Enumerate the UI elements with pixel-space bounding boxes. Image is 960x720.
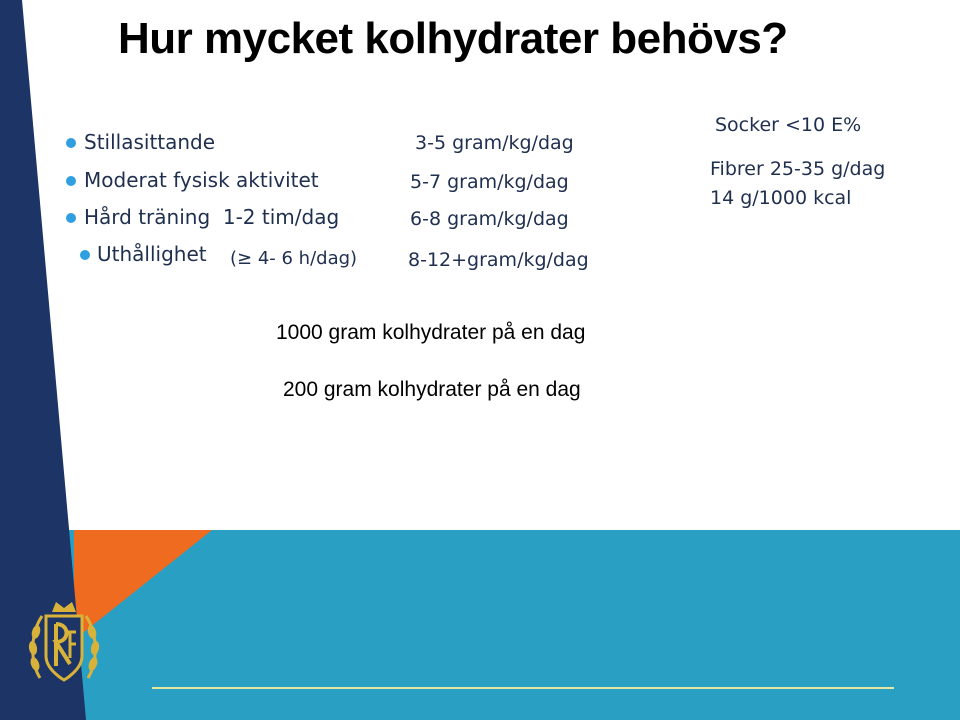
example-1000: 1000 gram kolhydrater på en dag xyxy=(276,321,586,344)
bullet-dot-icon xyxy=(66,176,76,186)
page-title: Hur mycket kolhydrater behövs? xyxy=(118,14,788,63)
activity-value-2: 6-8 gram/kg/dag xyxy=(410,208,569,230)
rf-emblem-icon xyxy=(26,598,102,690)
activity-label-2: Hård träning 1-2 tim/dag xyxy=(84,205,340,229)
activity-value-3: 8-12+gram/kg/dag xyxy=(408,249,589,271)
activity-value-1: 5-7 gram/kg/dag xyxy=(410,171,569,193)
fiber-text-1: Fibrer 25-35 g/dag xyxy=(710,158,886,180)
fiber-text-2: 14 g/1000 kcal xyxy=(710,187,852,209)
bullet-dot-icon xyxy=(80,250,90,260)
divider-line xyxy=(152,687,894,689)
activity-note-3: (≥ 4- 6 h/dag) xyxy=(230,248,358,269)
activity-value-0: 3-5 gram/kg/dag xyxy=(415,132,574,154)
activity-label-3: Uthållighet xyxy=(97,242,207,266)
activity-label-1: Moderat fysisk aktivitet xyxy=(84,168,319,192)
activity-label-0: Stillasittande xyxy=(84,130,216,154)
example-200: 200 gram kolhydrater på en dag xyxy=(283,378,581,401)
bullet-dot-icon xyxy=(66,138,76,148)
bullet-dot-icon xyxy=(66,213,76,223)
sugar-text: Socker <10 E% xyxy=(715,114,862,136)
